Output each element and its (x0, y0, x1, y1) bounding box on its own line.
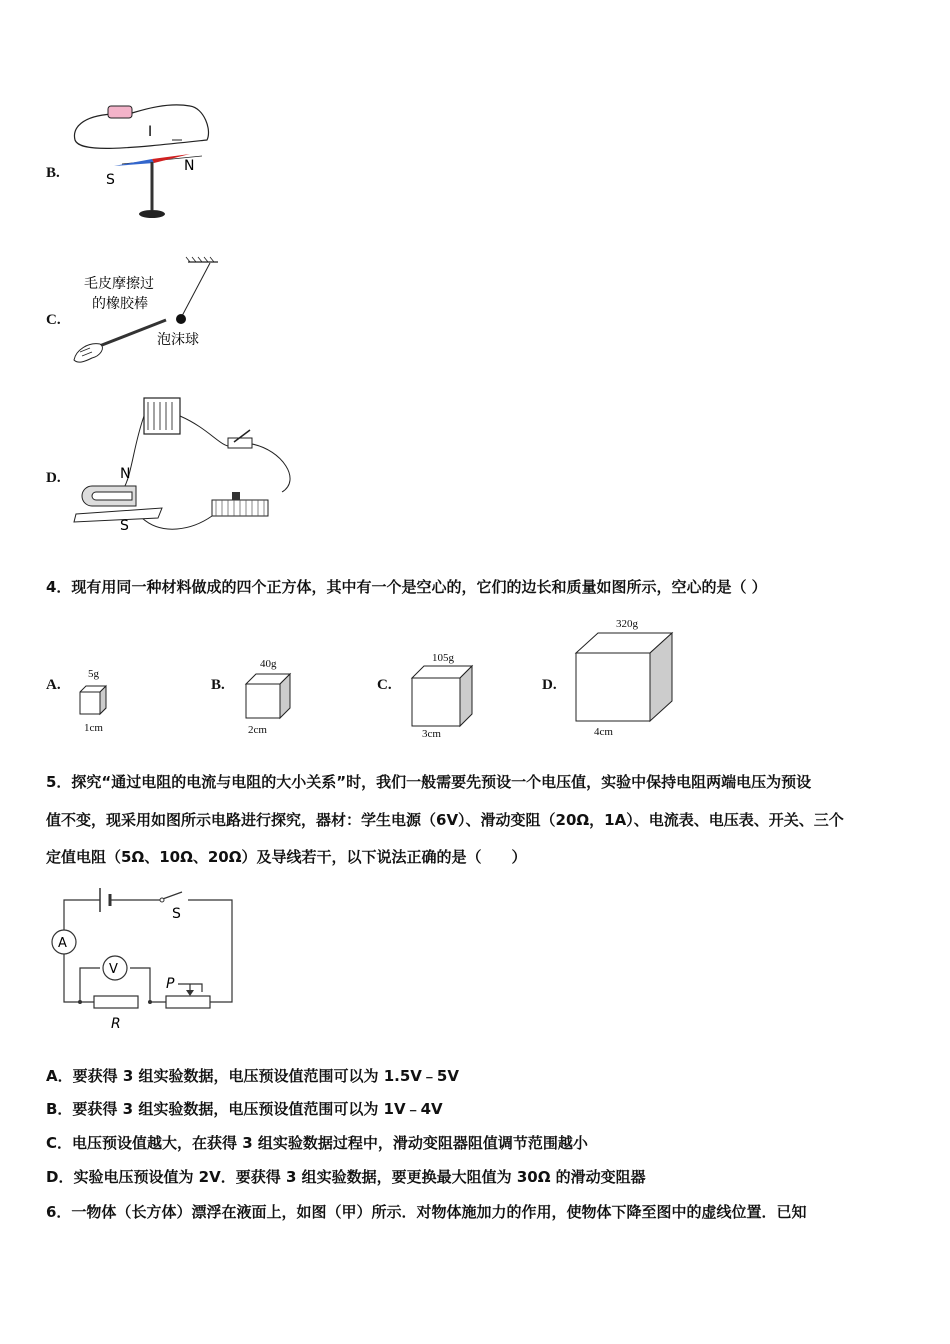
cube-a (78, 684, 112, 718)
current-label: I (148, 124, 153, 140)
q5-option-c: C．电压预设值越大，在获得 3 组实验数据过程中，滑动变阻器阻值调节范围越小 (46, 1134, 588, 1152)
question-5-line1: 5．探究“通过电阻的电流与电阻的大小关系”时，我们一般需要先预设一个电压值，实验中保持电阻两端电压为预设 (46, 773, 812, 791)
q4-d-mass: 320g (616, 618, 638, 630)
sliding-rheostat (166, 996, 210, 1008)
q5-option-b: B．要获得 3 组实验数据，电压预设值范围可以为 1V﹣4V (46, 1100, 443, 1118)
foam-ball (176, 314, 186, 324)
q4-option-d-label: D. (542, 677, 557, 693)
ball-caption: 泡沫球 (157, 332, 199, 348)
electromagnet-figure (72, 390, 302, 540)
fixed-resistor (94, 996, 138, 1008)
needle-south (114, 159, 154, 166)
question-6-text: 6．一物体（长方体）漂浮在液面上，如图（甲）所示．对物体施加力的作用，使物体下降至图中的虚线位置．已知 (46, 1203, 807, 1221)
q4-d-side: 4cm (594, 726, 613, 738)
magnet-north-label: N (120, 466, 131, 482)
cube-c (410, 664, 476, 728)
q5-option-d: D．实验电压预设值为 2V．要获得 3 组实验数据，要更换最大阻值为 30Ω 的滑动变阻器 (46, 1168, 646, 1186)
option-b-label: B. (46, 165, 60, 181)
rod-ball-figure (70, 256, 230, 368)
q4-option-c-label: C. (377, 677, 392, 693)
q4-c-side: 3cm (422, 728, 441, 740)
q4-option-a-label: A. (46, 677, 61, 693)
q4-b-side: 2cm (248, 724, 267, 736)
voltmeter-label: V (109, 962, 118, 977)
rod-caption-line1: 毛皮摩擦过 (84, 276, 154, 292)
q4-a-mass: 5g (88, 668, 99, 680)
q4-a-side: 1cm (84, 722, 103, 734)
knife-switch (228, 438, 252, 448)
question-4-text: 4．现有用同一种材料做成的四个正方体，其中有一个是空心的，它们的边长和质量如图所示，空心的是（ ） (46, 578, 767, 596)
south-label: S (106, 172, 115, 188)
rod-caption-line2: 的橡胶棒 (92, 296, 148, 312)
q4-b-mass: 40g (260, 658, 277, 670)
resistor-label: R (111, 1016, 121, 1032)
switch-label: S (172, 906, 181, 922)
option-d-label: D. (46, 470, 61, 486)
compass-figure (72, 98, 217, 228)
q4-option-b-label: B. (211, 677, 225, 693)
circuit-diagram (44, 880, 239, 1035)
ammeter-label: A (58, 936, 67, 951)
cube-b (244, 672, 294, 720)
slider-label: P (166, 976, 175, 992)
north-label: N (184, 158, 195, 174)
question-5-line2: 值不变，现采用如图所示电路进行探究，器材：学生电源（6V）、滑动变阻（20Ω，1A）、电流表、电压表、开关、三个 (46, 811, 844, 829)
battery (144, 398, 180, 434)
question-5-line3: 定值电阻（5Ω、10Ω、20Ω）及导线若干，以下说法正确的是（ ） (46, 848, 527, 866)
q4-c-mass: 105g (432, 652, 454, 664)
magnet-south-label: S (120, 518, 129, 534)
resistor-element (108, 106, 132, 118)
cube-d (574, 631, 676, 725)
option-c-label: C. (46, 312, 61, 328)
q5-option-a: A．要获得 3 组实验数据，电压预设值范围可以为 1.5V﹣5V (46, 1067, 459, 1085)
